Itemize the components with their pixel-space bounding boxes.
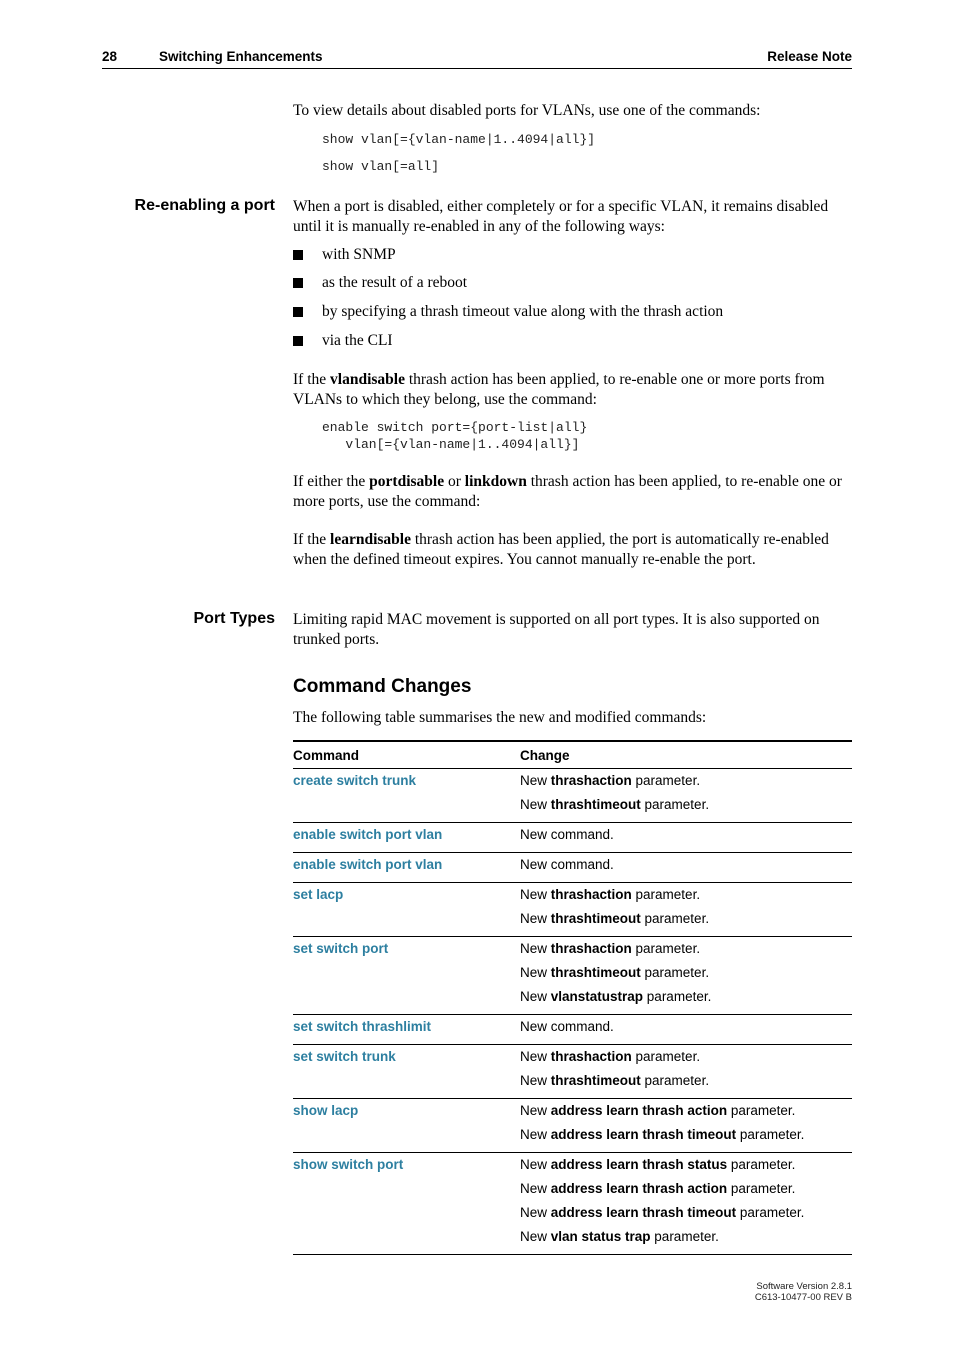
command-link[interactable]: enable switch port vlan [293, 857, 443, 872]
command-link[interactable]: set lacp [293, 887, 344, 902]
parameter-name: address learn thrash status [550, 1157, 728, 1172]
intro-paragraph: To view details about disabled ports for VLANs, use one of the commands: [293, 102, 761, 119]
bullet-icon [293, 336, 303, 346]
document-id: C613-10477-00 REV B [754, 1292, 852, 1303]
portdisable-paragraph: If either the portdisable or linkdown thrash action has been applied, to re-enable one or more ports, use the command: [293, 473, 842, 510]
change-line: New thrashtimeout parameter. [520, 911, 710, 926]
table-row [293, 769, 852, 823]
change-line: New vlanstatustrap parameter. [520, 989, 712, 1004]
column-header-command: Command [293, 741, 520, 769]
command-link[interactable]: create switch trunk [293, 773, 417, 788]
port-types-paragraph: Limiting rapid MAC movement is supported on all port types. It is also supported on trunked ports. [293, 611, 820, 648]
bullet-icon [293, 278, 303, 288]
change-cell [520, 1153, 852, 1255]
section-title: Switching Enhancements [159, 49, 323, 64]
parameter-name: thrashtimeout [550, 1073, 641, 1088]
change-line: New thrashtimeout parameter. [520, 965, 710, 980]
change-cell [520, 1045, 852, 1099]
change-line: New command. [520, 857, 614, 872]
change-line: New thrashaction parameter. [520, 887, 701, 902]
software-version: Software Version 2.8.1 [756, 1281, 852, 1292]
table-row [293, 883, 852, 937]
change-line: New address learn thrash timeout parameter. [520, 1127, 805, 1142]
parameter-name: address learn thrash timeout [550, 1127, 737, 1142]
keyword-linkdown: linkdown [464, 473, 527, 490]
parameter-name: thrashtimeout [550, 911, 641, 926]
parameter-name: thrashaction [550, 773, 632, 788]
parameter-name: address learn thrash action [550, 1181, 728, 1196]
table-row [293, 853, 852, 883]
command-link[interactable]: show lacp [293, 1103, 359, 1118]
learndisable-paragraph: If the learndisable thrash action has been applied, the port is automatically re-enabled when the defined timeout expires. You cannot manually re-enable the port. [293, 531, 829, 568]
keyword-portdisable: portdisable [369, 473, 445, 490]
table-row [293, 1099, 852, 1153]
change-line: New address learn thrash action parameter. [520, 1181, 796, 1196]
change-line: New thrashaction parameter. [520, 941, 701, 956]
page-number: 28 [102, 49, 118, 64]
change-line: New thrashtimeout parameter. [520, 797, 710, 812]
table-row [293, 823, 852, 853]
command-link[interactable]: set switch trunk [293, 1049, 396, 1064]
command-link[interactable]: enable switch port vlan [293, 827, 443, 842]
command-link[interactable]: set switch port [293, 941, 389, 956]
table-row [293, 1153, 852, 1255]
change-cell [520, 1015, 852, 1045]
command-changes-intro: The following table summarises the new and modified commands: [293, 709, 707, 726]
parameter-name: address learn thrash timeout [550, 1205, 737, 1220]
heading-port-types: Port Types [193, 610, 275, 627]
parameter-name: thrashaction [550, 1049, 632, 1064]
column-header-change: Change [520, 741, 852, 769]
parameter-name: thrashtimeout [550, 797, 641, 812]
change-line: New thrashtimeout parameter. [520, 1073, 710, 1088]
change-line: New address learn thrash timeout parameter. [520, 1205, 805, 1220]
table-row [293, 937, 852, 1015]
change-line: New thrashaction parameter. [520, 773, 701, 788]
change-cell [520, 853, 852, 883]
code-enable-switch-port: enable switch port={port-list|all} vlan[={vlan-name|1..4094|all}] [322, 420, 588, 452]
parameter-name: thrashaction [550, 941, 632, 956]
change-line: New command. [520, 1019, 614, 1034]
bullet-icon [293, 250, 303, 260]
code-show-vlan: show vlan[={vlan-name|1..4094|all}] [322, 132, 596, 147]
change-cell [520, 883, 852, 937]
change-cell [520, 937, 852, 1015]
change-cell [520, 1099, 852, 1153]
bullet-icon [293, 307, 303, 317]
table-row [293, 1045, 852, 1099]
document-type: Release Note [767, 49, 852, 64]
change-line: New command. [520, 827, 614, 842]
change-cell [520, 823, 852, 853]
change-line: New address learn thrash action parameter. [520, 1103, 796, 1118]
command-link[interactable]: set switch thrashlimit [293, 1019, 432, 1034]
table-row [293, 1015, 852, 1045]
page-header [102, 48, 852, 69]
parameter-name: address learn thrash action [550, 1103, 728, 1118]
vlandisable-paragraph: If the vlandisable thrash action has been applied, to re-enable one or more ports from VLANs to which they belong, use the command: [293, 371, 825, 408]
change-cell [520, 769, 852, 823]
parameter-name: thrashaction [550, 887, 632, 902]
reenable-paragraph: When a port is disabled, either completely or for a specific VLAN, it remains disabled until it is manually re-enabled in any of the following ways: [293, 198, 829, 235]
parameter-name: vlanstatustrap [550, 989, 644, 1004]
command-changes-table [293, 740, 852, 1255]
change-line: New thrashaction parameter. [520, 1049, 701, 1064]
code-show-vlan-all: show vlan[=all] [322, 159, 440, 174]
parameter-name: thrashtimeout [550, 965, 641, 980]
page-footer [755, 1281, 852, 1303]
change-line: New address learn thrash status parameter. [520, 1157, 796, 1172]
keyword-learndisable: learndisable [330, 531, 411, 548]
table-header-row [293, 741, 852, 769]
parameter-name: vlan status trap [550, 1229, 651, 1244]
heading-re-enabling-a-port: Re-enabling a port [134, 197, 275, 214]
keyword-vlandisable: vlandisable [330, 371, 405, 388]
change-line: New vlan status trap parameter. [520, 1229, 719, 1244]
heading-command-changes: Command Changes [293, 676, 472, 697]
command-link[interactable]: show switch port [293, 1157, 404, 1172]
